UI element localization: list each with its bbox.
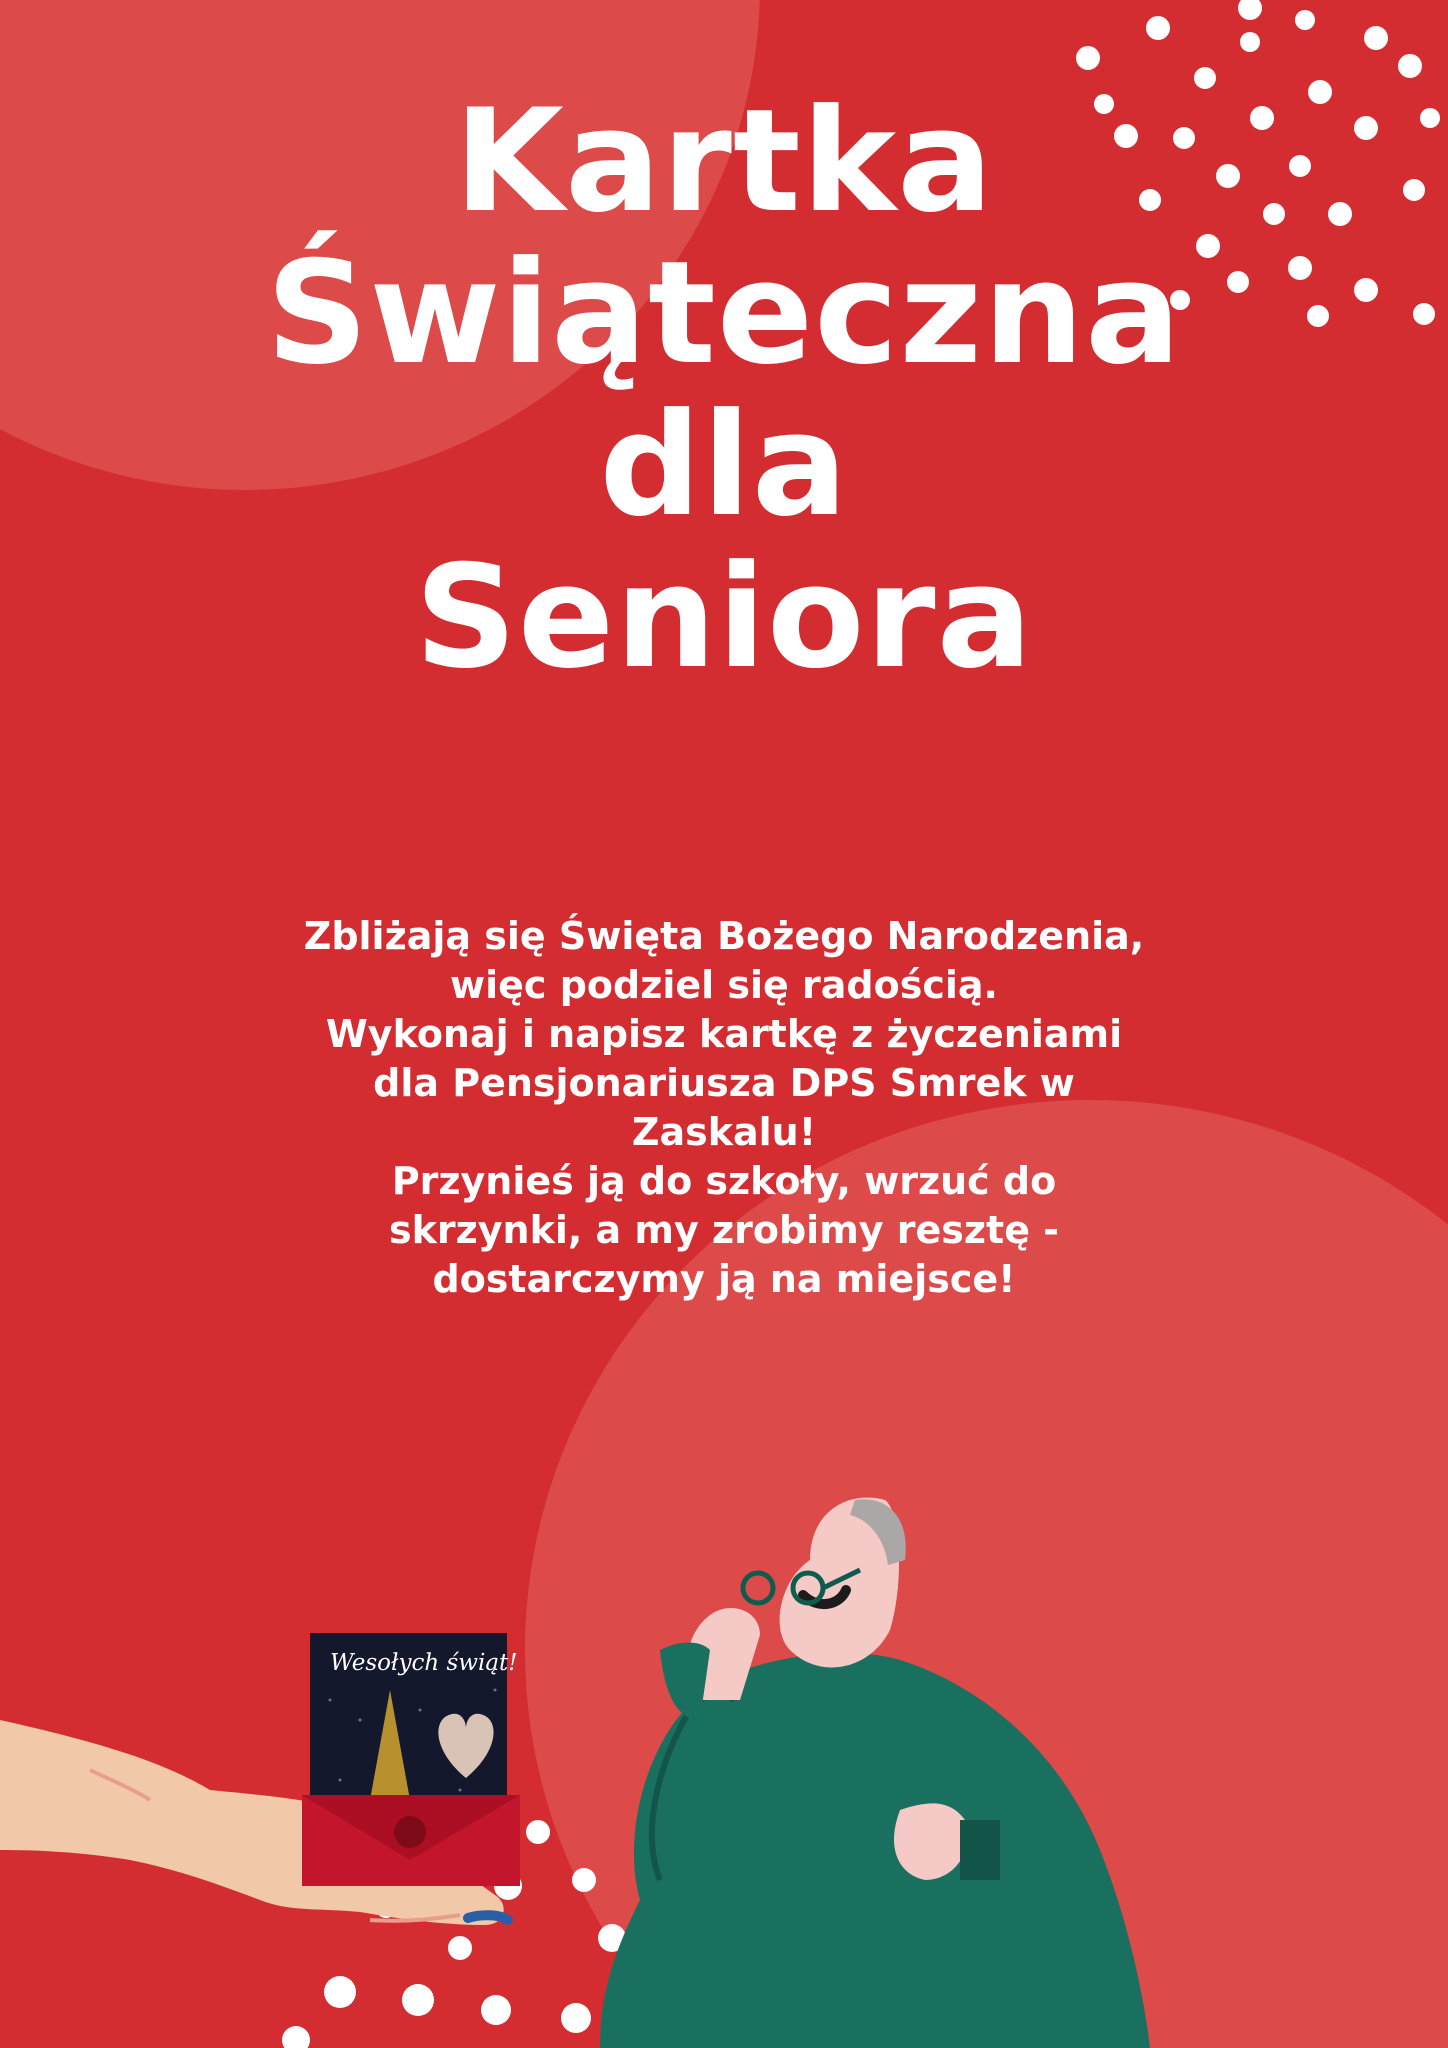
title-line: Świąteczna <box>266 231 1182 396</box>
title-line: Kartka <box>453 79 995 244</box>
message-line: więc podziel się radością. <box>450 963 998 1007</box>
title-line: dla <box>599 383 849 548</box>
message-line: dostarczymy ją na miejsce! <box>432 1257 1016 1301</box>
message-line: dla Pensjonariusza DPS Smrek w <box>373 1061 1075 1105</box>
message-line: skrzynki, a my zrobimy resztę - <box>389 1208 1059 1252</box>
glasses-icon <box>743 1573 773 1603</box>
wax-seal-icon <box>394 1816 426 1848</box>
message-line: Zbliżają się Święta Bożego Narodzenia, <box>303 914 1145 958</box>
card-greeting: Wesołych świąt! <box>330 1650 518 1676</box>
invitation-message <box>220 912 1228 1304</box>
senior-man-illustration <box>600 1498 1150 2048</box>
christmas-card <box>302 1633 520 1886</box>
title-line: Seniora <box>414 535 1034 700</box>
message-line: Przynieś ją do szkoły, wrzuć do <box>391 1159 1057 1203</box>
message-line: Zaskalu! <box>631 1110 817 1154</box>
page-title <box>0 79 1448 700</box>
message-line: Wykonaj i napisz kartkę z życzeniami <box>325 1012 1123 1056</box>
illustration <box>0 1480 1448 2048</box>
